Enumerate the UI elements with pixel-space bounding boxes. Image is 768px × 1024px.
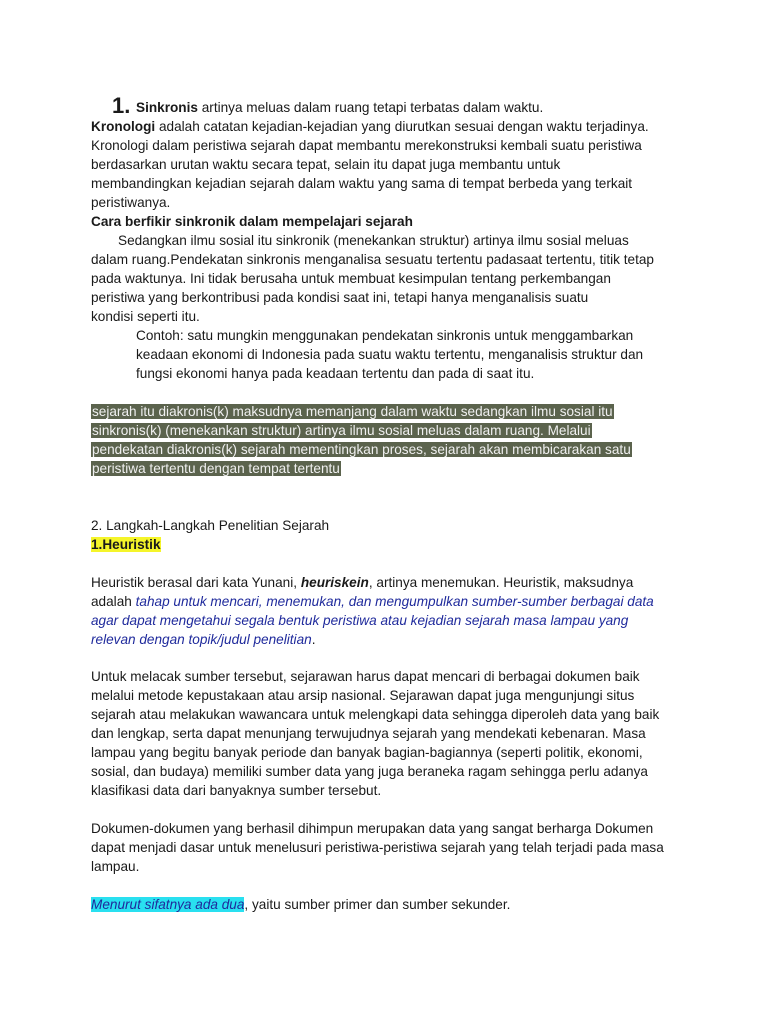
example-line: keadaan ekonomi di Indonesia pada suatu waktu tertentu, menganalisis struktur dan bbox=[136, 347, 644, 362]
text-line: Dokumen-dokumen yang berhasil dihimpun merupakan data yang sangat berharga Dokumen bbox=[91, 821, 654, 836]
text-line: kondisi seperti itu. bbox=[91, 309, 200, 324]
text-line: peristiwanya. bbox=[91, 195, 171, 210]
heuristik-subtitle: 1.Heuristik bbox=[91, 537, 161, 552]
list-number: 1. bbox=[112, 93, 131, 118]
sinkronis-line: Sinkronis artinya meluas dalam ruang tetapi terbatas dalam waktu. bbox=[136, 100, 544, 115]
text-line: Heuristik berasal dari kata Yunani, heuriskein, artinya menemukan. Heuristik, maksudnya bbox=[91, 575, 634, 590]
highlighted-line: sejarah itu diakronis(k) maksudnya memanjang dalam waktu sedangkan ilmu sosial itu bbox=[92, 404, 613, 419]
section-heading: Cara berfikir sinkronik dalam mempelajari sejarah bbox=[91, 214, 413, 229]
text-line: dan lengkap, serta dapat menunjang terwujudnya sejarah yang mendekati kebenaran. Masa bbox=[91, 726, 646, 741]
text-line: sejarah atau melakukan wawancara untuk melengkapi data sehingga diperoleh data yang baik bbox=[91, 707, 660, 722]
section2-title: 2. Langkah-Langkah Penelitian Sejarah bbox=[91, 518, 330, 533]
text-line: dalam ruang.Pendekatan sinkronis menganalisa sesuatu tertentu padasaat tertentu, titik tetap bbox=[91, 252, 654, 267]
text-line: Untuk melacak sumber tersebut, sejarawan harus dapat mencari di berbagai dokumen baik bbox=[91, 669, 640, 684]
text-line: pada waktunya. Ini tidak berusaha untuk membuat kesimpulan tentang perkembangan bbox=[91, 271, 611, 286]
example-line: fungsi ekonomi hanya pada keadaan tertentu dan pada di saat itu. bbox=[136, 366, 535, 381]
highlighted-line: sinkronis(k) (menekankan struktur) artinya ilmu sosial meluas dalam ruang. Melalui bbox=[92, 423, 591, 438]
text-line: adalah tahap untuk mencari, menemukan, dan mengumpulkan sumber-sumber berbagai data bbox=[91, 594, 654, 609]
text-line: Sedangkan ilmu sosial itu sinkronik (menekankan struktur) artinya ilmu sosial meluas bbox=[118, 233, 629, 248]
text-line: relevan dengan topik/judul penelitian. bbox=[91, 632, 316, 647]
text-line: membandingkan kejadian sejarah dalam waktu yang sama di tempat berbeda yang terkait bbox=[91, 176, 633, 191]
text-line: Kronologi dalam peristiwa sejarah dapat membantu merekonstruksi kembali suatu peristiwa bbox=[91, 138, 642, 153]
example-line: Contoh: satu mungkin menggunakan pendekatan sinkronis untuk menggambarkan bbox=[136, 328, 634, 343]
text-line: dapat menjadi dasar untuk menelusuri peristiwa-peristiwa sejarah yang telah terjadi pada masa bbox=[91, 840, 664, 855]
highlighted-line: peristiwa tertentu dengan tempat tertentu bbox=[92, 461, 340, 476]
text-line: peristiwa yang berkontribusi pada kondisi saat ini, tetapi hanya menganalisis suatu bbox=[91, 290, 589, 305]
text-line: lampau. bbox=[91, 859, 140, 874]
text-line: Menurut sifatnya ada dua, yaitu sumber primer dan sumber sekunder. bbox=[91, 897, 511, 912]
text-line: melalui metode kepustakaan atau arsip nasional. Sejarawan dapat juga mengunjungi situs bbox=[91, 688, 635, 703]
highlighted-line: pendekatan diakronis(k) sejarah mementingkan proses, sejarah akan membicarakan satu bbox=[92, 442, 631, 457]
text-line: sosial, dan budaya) memiliki sumber data yang juga beraneka ragam sehingga perlu adanya bbox=[91, 764, 648, 779]
text-line: agar dapat mengetahui segala bentuk peristiwa atau kejadian sejarah masa lampau yang bbox=[91, 613, 629, 628]
kronologi-line: Kronologi adalah catatan kejadian-kejadian yang diurutkan sesuai dengan waktu terjadinya. bbox=[91, 119, 649, 134]
text-line: lampau yang begitu banyak periode dan banyak bagian-bagiannya (seperti politik, ekonomi, bbox=[91, 745, 643, 760]
text-line: klasifikasi data dari banyaknya sumber tersebut. bbox=[91, 783, 382, 798]
text-line: berdasarkan urutan waktu secara tepat, selain itu dapat juga membantu untuk bbox=[91, 157, 561, 172]
